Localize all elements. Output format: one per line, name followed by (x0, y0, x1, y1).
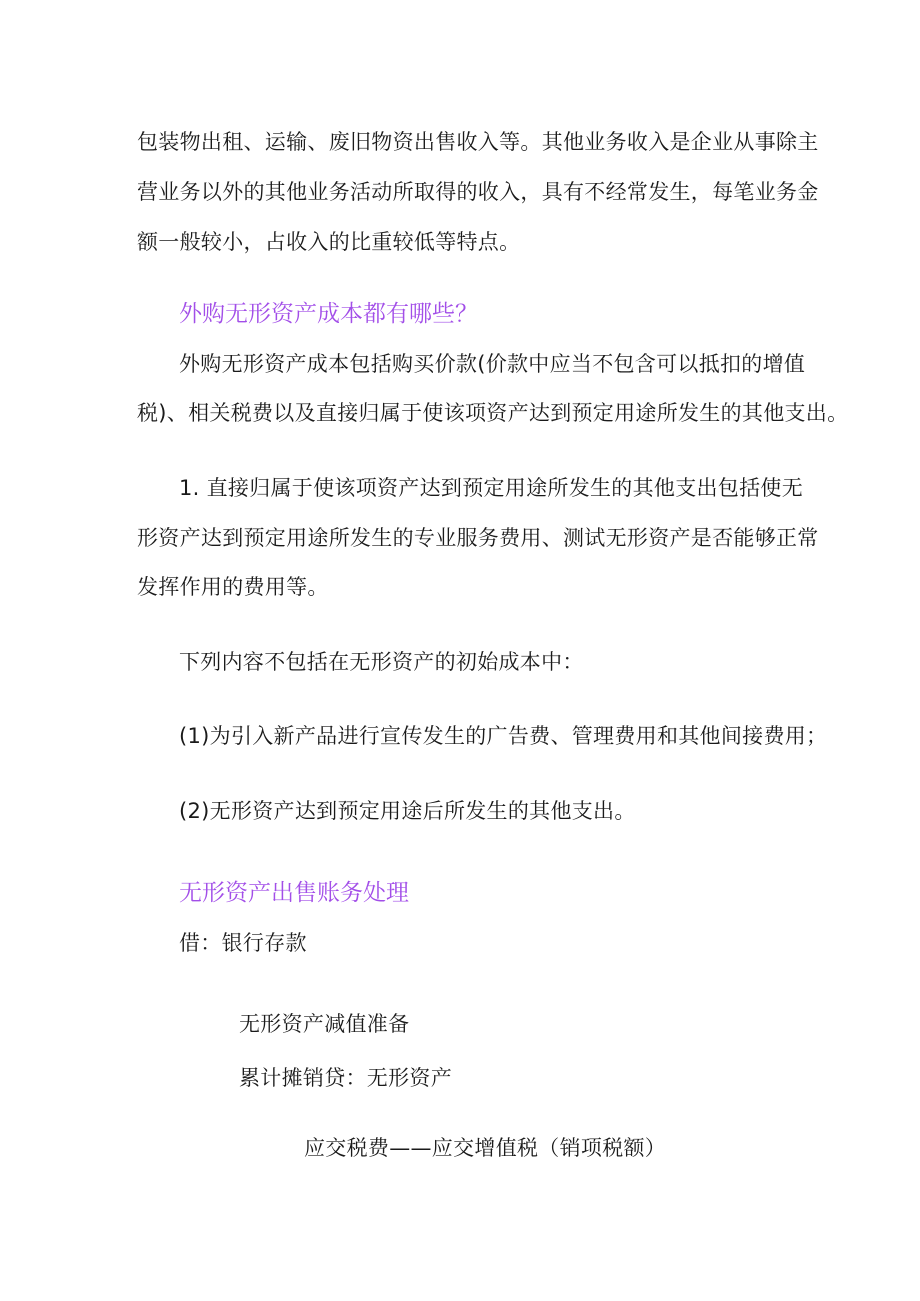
journal-debit-line: 借：银行存款 (179, 931, 307, 955)
heading-intangible-sale-accounting: 无形资产出售账务处理 (179, 880, 409, 906)
intro-line-2: 营业务以外的其他业务活动所取得的收入，具有不经常发生，每笔业务金 (137, 180, 819, 204)
intro-line-1: 包装物出租、运输、废旧物资出售收入等。其他业务收入是企业从事除主 (137, 130, 819, 154)
cost-line-2: 税)、相关税费以及直接归属于使该项资产达到预定用途所发生的其他支出。 (137, 401, 849, 425)
exclusion-intro: 下列内容不包括在无形资产的初始成本中： (179, 650, 584, 674)
exclusion-item-2: (2)无形资产达到预定用途后所发生的其他支出。 (179, 799, 636, 823)
cost-line-1: 外购无形资产成本包括购买价款(价款中应当不包含可以抵扣的增值 (179, 352, 806, 376)
journal-amortization-line: 累计摊销贷：无形资产 (239, 1066, 452, 1090)
journal-impairment-line: 无形资产减值准备 (239, 1012, 410, 1036)
item1-line-1: 1. 直接归属于使该项资产达到预定用途所发生的其他支出包括使无 (179, 476, 804, 500)
intro-line-3: 额一般较小，占收入的比重较低等特点。 (137, 230, 521, 254)
item1-line-2: 形资产达到预定用途所发生的专业服务费用、测试无形资产是否能够正常 (137, 526, 819, 550)
item1-line-3: 发挥作用的费用等。 (137, 575, 329, 599)
heading-purchased-intangible-cost: 外购无形资产成本都有哪些？ (179, 301, 478, 327)
journal-vat-line: 应交税费——应交增值税（销项税额） (304, 1136, 667, 1160)
exclusion-item-1: (1)为引入新产品进行宣传发生的广告费、管理费用和其他间接费用； (179, 724, 828, 748)
